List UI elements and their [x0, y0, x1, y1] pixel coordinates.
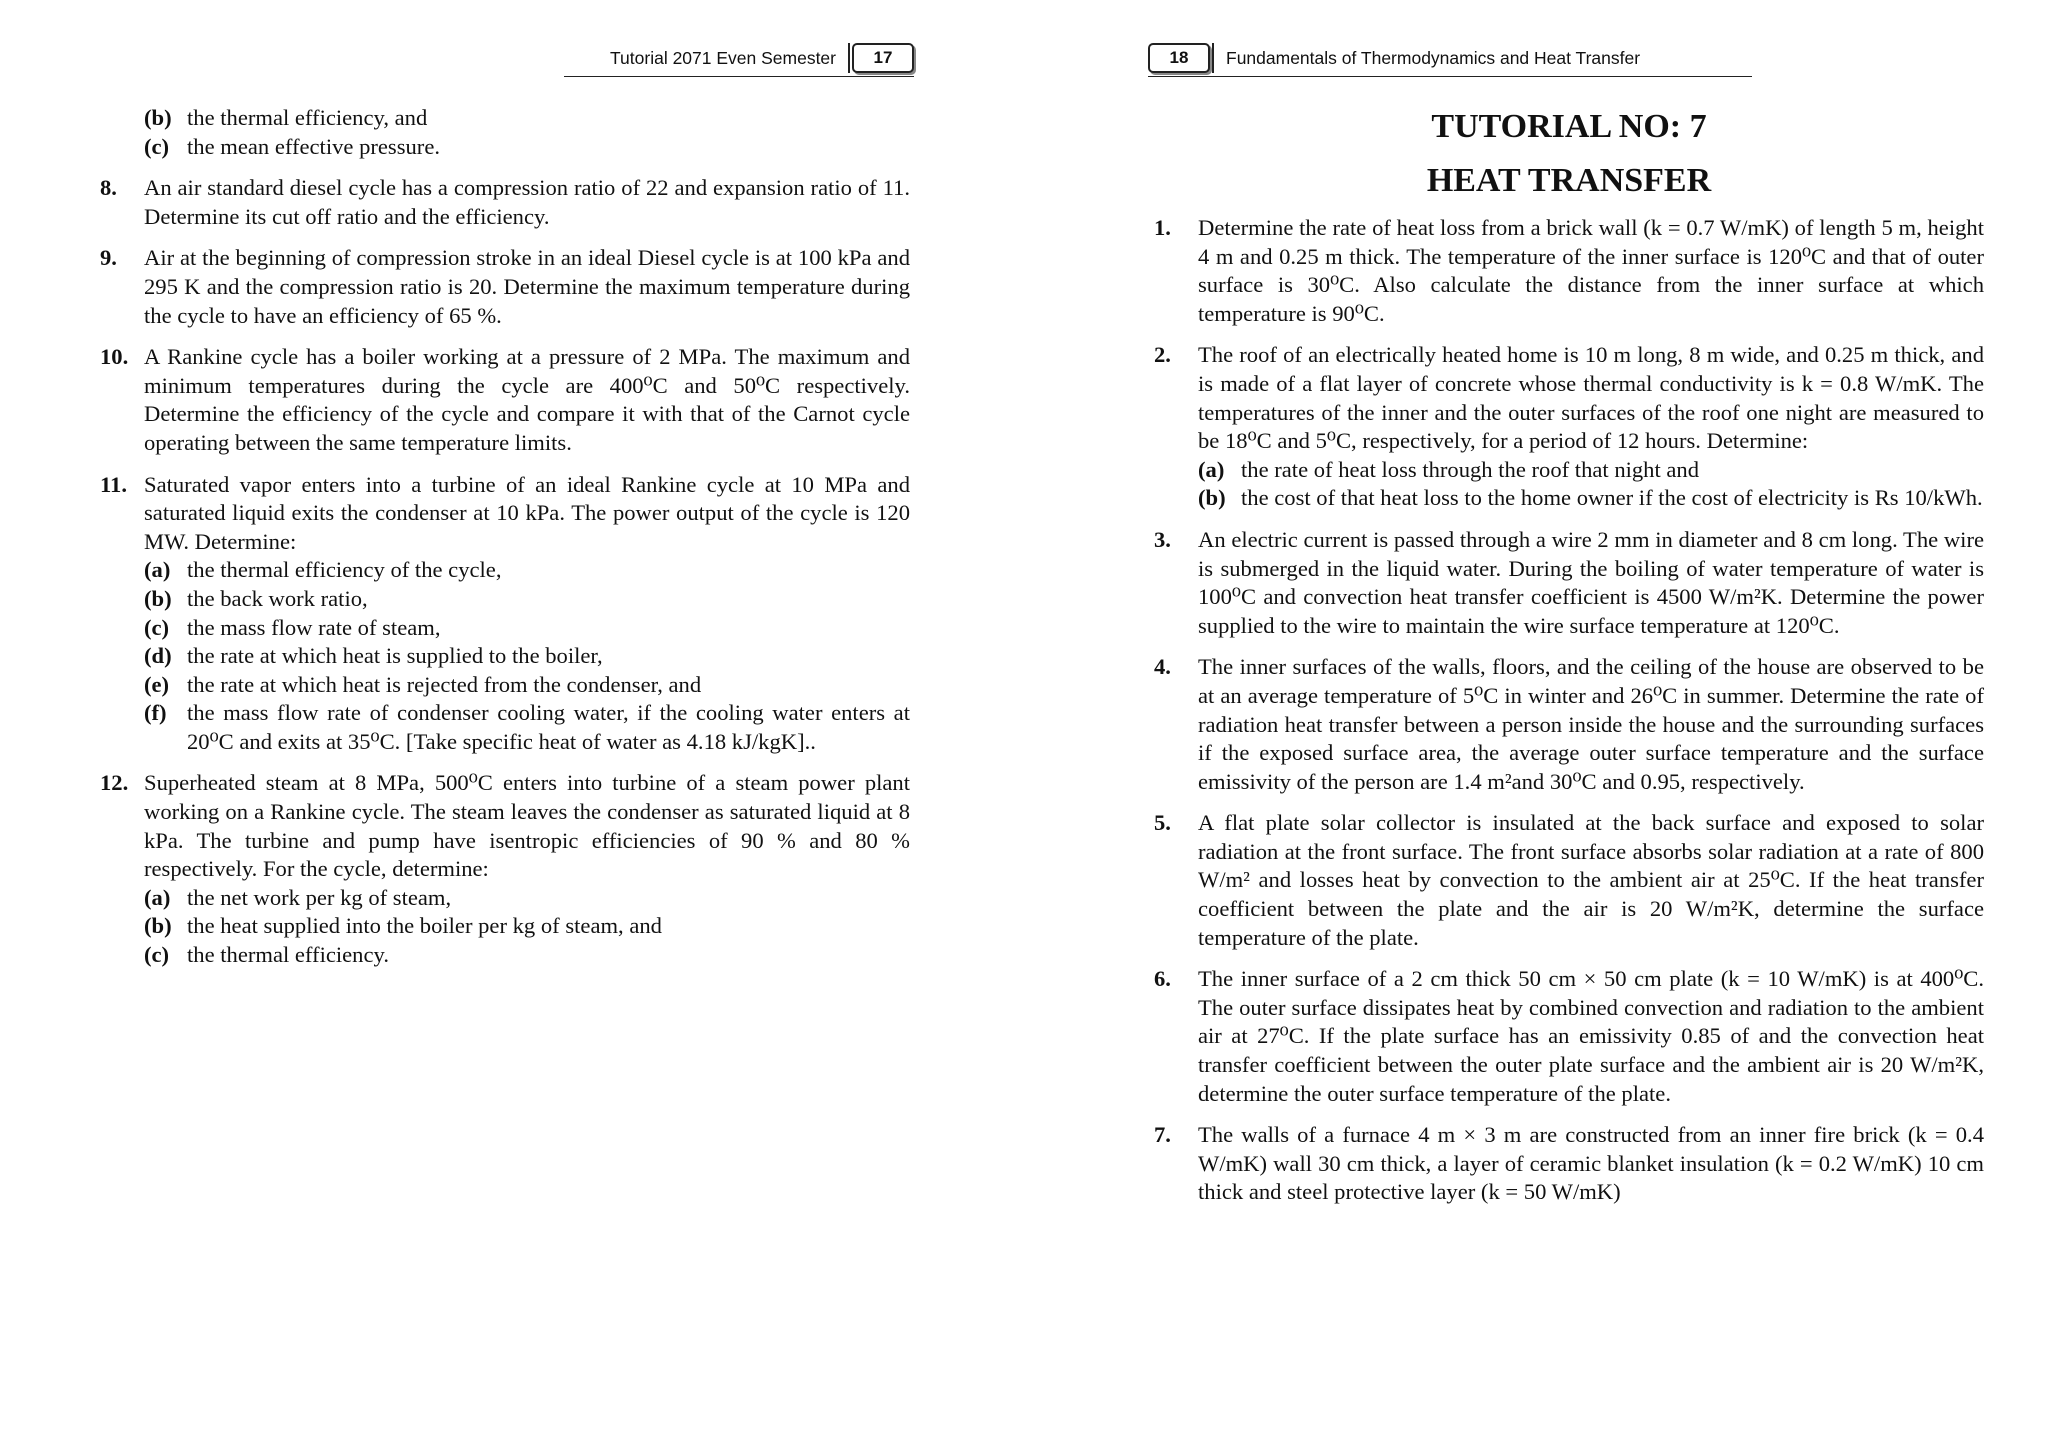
continued-subparts	[100, 104, 910, 161]
subpart-text: the rate at which heat is rejected from the condenser, and	[187, 671, 702, 697]
question-body	[1198, 809, 1984, 952]
question-item	[100, 174, 910, 231]
subpart-label: (a)	[144, 884, 171, 910]
question-text: An air standard diesel cycle has a compression ratio of 22 and expansion ratio of 11. Determine its cut off ratio and the efficiency.	[144, 175, 910, 229]
subpart	[1198, 484, 1984, 513]
question-text: A flat plate solar collector is insulated at the back surface and exposed to solar radiation at the front surface. The front surface absorbs solar radiation at a rate of 800 W/m² and losses heat by convection to the ambient air at 25⁰C. If the heat transfer coefficient between the plate and the air is 20 W/m²K, determine the surface temperature of the plate.	[1198, 810, 1984, 950]
subpart-label: (b)	[144, 105, 172, 130]
subpart	[144, 884, 910, 913]
subpart-label: (b)	[144, 585, 172, 611]
subpart-label: (c)	[144, 614, 170, 640]
question-item	[1154, 1121, 1984, 1207]
question-number: 1.	[1154, 215, 1171, 240]
subpart	[144, 912, 910, 941]
subpart-label: (a)	[1198, 456, 1225, 482]
subpart	[144, 671, 910, 700]
question-text: Superheated steam at 8 MPa, 500⁰C enters into turbine of a steam power plant working on a Rankine cycle. The steam leaves the condenser as saturated liquid at 8 kPa. The turbine and pump have isentropic efficiencies of 90 % and 80 % respectively. For the cycle, determine:	[144, 770, 910, 882]
header-divider	[848, 43, 850, 73]
right-header-title: Fundamentals of Thermodynamics and Heat Transfer	[1226, 47, 1641, 68]
subpart-label: (c)	[144, 942, 170, 968]
header-divider	[1212, 43, 1214, 73]
question-item	[1154, 653, 1984, 796]
question-item	[100, 769, 910, 969]
question-text: The roof of an electrically heated home is 10 m long, 8 m wide, and 0.25 m thick, and is made of a flat layer of concrete whose thermal conductivity is k = 0.8 W/mK. The temperatures of the inner and the outer surfaces of the roof one night are measured to be 18⁰C and 5⁰C, respectively, for a period of 12 hours. Determine:	[1198, 342, 1984, 454]
left-header-title: Tutorial 2071 Even Semester	[610, 47, 836, 68]
left-questions	[100, 174, 910, 969]
question-item	[100, 343, 910, 457]
right-question-list	[1154, 102, 1984, 1220]
subpart-text: the heat supplied into the boiler per kg of steam, and	[187, 913, 662, 939]
subpart-label: (b)	[144, 913, 172, 939]
question-body	[144, 244, 910, 330]
question-body	[1198, 214, 1984, 328]
subpart-text: the back work ratio,	[187, 585, 368, 611]
question-item	[100, 244, 910, 330]
subpart	[144, 104, 910, 133]
question-text: An electric current is passed through a wire 2 mm in diameter and 8 cm long. The wire is submerged in the liquid water. During the boiling of water temperature of water is 100⁰C and convection heat transfer coefficient is 4500 W/m²K. Determine the power supplied to the wire to maintain the wire surface temperature at 120⁰C.	[1198, 526, 1984, 638]
question-text: Air at the beginning of compression stroke in an ideal Diesel cycle is at 100 kPa and 295 K and the compression ratio is 20. Determine the maximum temperature during the cycle to have an efficiency of 65 %.	[144, 245, 910, 328]
left-running-header	[564, 40, 914, 77]
subpart-label: (f)	[144, 700, 167, 726]
question-item	[100, 471, 910, 757]
subpart-text: the mass flow rate of steam,	[187, 614, 441, 640]
right-questions	[1154, 214, 1984, 1207]
subpart	[144, 614, 910, 643]
subpart-text: the mean effective pressure.	[187, 133, 441, 159]
question-item	[1154, 214, 1984, 328]
tutorial-subtitle: HEAT TRANSFER	[1426, 162, 1712, 199]
question-number: 8.	[100, 175, 117, 201]
subpart	[144, 133, 910, 162]
subpart-label: (c)	[144, 133, 170, 159]
question-item	[1154, 341, 1984, 513]
question-body	[144, 471, 910, 757]
question-body	[144, 769, 910, 969]
left-page-number: 17	[852, 43, 914, 73]
question-text: Saturated vapor enters into a turbine of an ideal Rankine cycle at 10 MPa and saturated liquid exits the condenser at 10 kPa. The power output of the cycle is 120 MW. Determine:	[144, 471, 910, 554]
question-text: A Rankine cycle has a boiler working at a pressure of 2 MPa. The maximum and minimum temperatures during the cycle are 400⁰C and 50⁰C respectively. Determine the efficiency of the cycle and compare it with that of the Carnot cycle operating between the same temperature limits.	[144, 344, 910, 455]
question-body	[1198, 341, 1984, 513]
subpart-text: the net work per kg of steam,	[187, 884, 452, 910]
question-text: The walls of a furnace 4 m × 3 m are constructed from an inner fire brick (k = 0.4 W/mK) wall 30 cm thick, a layer of ceramic blanket insulation (k = 0.2 W/mK) 10 cm thick and steel protective layer (k = 50 W/mK)	[1198, 1122, 1984, 1205]
subpart-label: (d)	[144, 643, 172, 669]
question-number: 12.	[100, 770, 129, 796]
subpart-text: the thermal efficiency of the cycle,	[187, 557, 502, 583]
question-number: 5.	[1154, 810, 1171, 836]
subpart	[144, 699, 910, 756]
question-number: 7.	[1154, 1122, 1171, 1148]
question-text: The inner surface of a 2 cm thick 50 cm × 50 cm plate (k = 10 W/mK) is at 400⁰C. The outer surface dissipates heat by combined convection and radiation to the ambient air at 27⁰C. If the plate surface has an emissivity 0.85 of and the convection heat transfer coefficient between the outer plate surface and the ambient air is 20 W/m²K, determine the outer surface temperature of the plate.	[1198, 966, 1984, 1106]
subpart	[144, 642, 910, 671]
question-body	[1198, 965, 1984, 1108]
right-running-header	[1148, 40, 1752, 77]
question-body	[144, 174, 910, 231]
question-number: 10.	[100, 344, 129, 370]
subpart-text: the rate at which heat is supplied to the boiler,	[187, 643, 603, 669]
subpart	[144, 556, 910, 585]
tutorial-title: TUTORIAL NO: 7	[1431, 108, 1707, 145]
subpart	[144, 941, 910, 970]
question-item	[1154, 809, 1984, 952]
subpart-text: the thermal efficiency, and	[187, 105, 428, 130]
right-page-number: 18	[1148, 43, 1210, 73]
question-item	[1154, 526, 1984, 640]
right-page	[1024, 0, 2048, 1449]
subpart-label: (a)	[144, 557, 171, 583]
subpart-text: the mass flow rate of condenser cooling water, if the cooling water enters at 20⁰C and exits at 35⁰C. [Take specific heat of water as 4.18 kJ/kgK]..	[187, 700, 910, 754]
left-question-list	[100, 104, 910, 983]
subpart-label: (e)	[144, 671, 170, 697]
subpart-text: the rate of heat loss through the roof that night and	[1241, 456, 1700, 482]
question-body	[1198, 653, 1984, 796]
subpart-label: (b)	[1198, 485, 1226, 511]
question-number: 9.	[100, 245, 117, 271]
question-number: 6.	[1154, 966, 1171, 992]
subpart-text: the thermal efficiency.	[187, 942, 389, 968]
question-number: 3.	[1154, 526, 1171, 552]
question-item	[1154, 965, 1984, 1108]
question-text: The inner surfaces of the walls, floors, and the ceiling of the house are observed to be at an average temperature of 5⁰C in winter and 26⁰C in summer. Determine the rate of radiation heat transfer between a person inside the house and the surrounding surfaces if the exposed surface area, the average outer surface temperature and the surface emissivity of the person are 1.4 m²and 30⁰C and 0.95, respectively.	[1198, 654, 1984, 794]
question-text: Determine the rate of heat loss from a brick wall (k = 0.7 W/mK) of length 5 m, height 4 m and 0.25 m thick. The temperature of the inner surface is 120⁰C and that of outer surface is 30⁰C. Also calculate the distance from the inner surface at which temperature is 90⁰C.	[1198, 215, 1984, 326]
question-number: 2.	[1154, 342, 1171, 368]
subpart-text: the cost of that heat loss to the home owner if the cost of electricity is Rs 10/kWh.	[1241, 485, 1983, 511]
subpart	[144, 585, 910, 614]
question-body	[144, 343, 910, 457]
question-number: 11.	[100, 471, 127, 497]
subpart	[1198, 456, 1984, 485]
question-number: 4.	[1154, 654, 1171, 680]
question-body	[1198, 1121, 1984, 1207]
question-body	[1198, 526, 1984, 640]
